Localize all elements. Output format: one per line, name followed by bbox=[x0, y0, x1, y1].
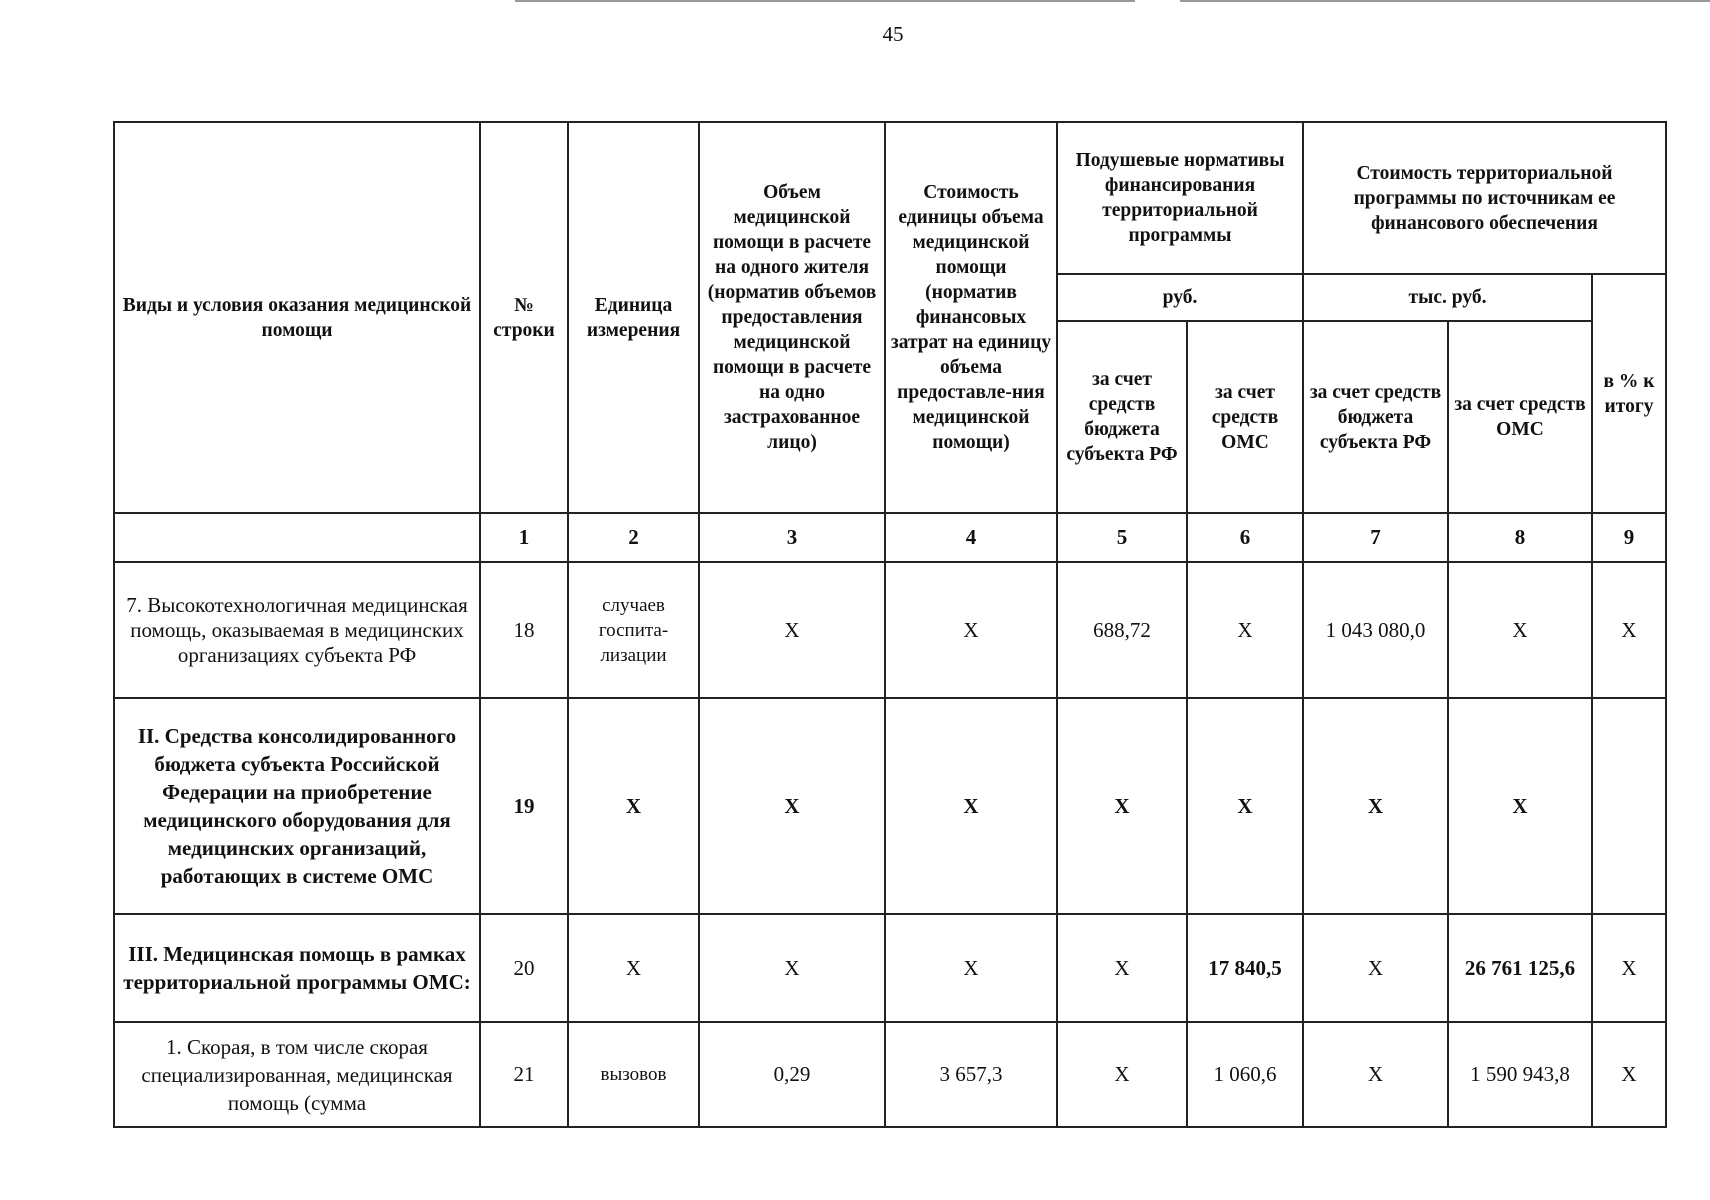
header-kind: Виды и условия оказания медицинской помощи bbox=[114, 122, 480, 513]
row-oms-thousand: 1 590 943,8 bbox=[1448, 1022, 1592, 1127]
row-budget-rub: Х bbox=[1057, 1022, 1187, 1127]
row-unit: случаев госпита-лизации bbox=[568, 562, 699, 698]
row-kind: 1. Скорая, в том числе скорая специализированная, медицинская помощь (сумма bbox=[114, 1022, 480, 1127]
column-number: 4 bbox=[885, 513, 1057, 562]
row-volume: Х bbox=[699, 698, 885, 914]
row-budget-thousand: Х bbox=[1303, 914, 1448, 1022]
column-number: 3 bbox=[699, 513, 885, 562]
column-number-row bbox=[114, 513, 1666, 562]
column-number-empty bbox=[114, 513, 480, 562]
table-row bbox=[114, 1022, 1666, 1127]
column-number: 9 bbox=[1592, 513, 1666, 562]
row-cost: Х bbox=[885, 562, 1057, 698]
row-oms-rub: 17 840,5 bbox=[1187, 914, 1303, 1022]
row-unit: Х bbox=[568, 698, 699, 914]
column-number: 6 bbox=[1187, 513, 1303, 562]
row-kind: 7. Высокотехнологичная медицинская помощь, оказываемая в медицинских организациях субъекта РФ bbox=[114, 562, 480, 698]
row-kind: III. Медицинская помощь в рамках территориальной программы ОМС: bbox=[114, 914, 480, 1022]
row-cost: Х bbox=[885, 698, 1057, 914]
header-percapita-group: Подушевые нормативы финансирования территориальной программы bbox=[1057, 122, 1303, 274]
row-number: 19 bbox=[480, 698, 568, 914]
page-top-rule-right bbox=[1180, 0, 1710, 2]
row-oms-rub: 1 060,6 bbox=[1187, 1022, 1303, 1127]
row-cost: Х bbox=[885, 914, 1057, 1022]
row-volume: 0,29 bbox=[699, 1022, 885, 1127]
row-percent: Х bbox=[1592, 914, 1666, 1022]
table-row bbox=[114, 914, 1666, 1022]
row-oms-rub: Х bbox=[1187, 562, 1303, 698]
row-percent bbox=[1592, 698, 1666, 914]
row-unit: Х bbox=[568, 914, 699, 1022]
header-oms-thousand: за счет средств ОМС bbox=[1448, 321, 1592, 513]
row-percent: Х bbox=[1592, 1022, 1666, 1127]
row-budget-rub: Х bbox=[1057, 698, 1187, 914]
row-budget-thousand: 1 043 080,0 bbox=[1303, 562, 1448, 698]
row-oms-thousand: Х bbox=[1448, 698, 1592, 914]
row-number: 18 bbox=[480, 562, 568, 698]
header-unit-rub: руб. bbox=[1057, 274, 1303, 321]
column-number: 8 bbox=[1448, 513, 1592, 562]
row-cost: 3 657,3 bbox=[885, 1022, 1057, 1127]
header-unit: Единица измерения bbox=[568, 122, 699, 513]
table-row bbox=[114, 698, 1666, 914]
row-budget-rub: 688,72 bbox=[1057, 562, 1187, 698]
column-number: 2 bbox=[568, 513, 699, 562]
row-number: 20 bbox=[480, 914, 568, 1022]
header-percent: в % к итогу bbox=[1592, 274, 1666, 513]
header-unit-thousand-rub: тыс. руб. bbox=[1303, 274, 1592, 321]
page-top-rule bbox=[515, 0, 1135, 2]
row-budget-rub: Х bbox=[1057, 914, 1187, 1022]
header-cost: Стоимость единицы объема медицинской помощи (норматив финансовых затрат на единицу объема предоставле-ния медицинской помощи) bbox=[885, 122, 1057, 513]
row-oms-thousand: 26 761 125,6 bbox=[1448, 914, 1592, 1022]
row-number: 21 bbox=[480, 1022, 568, 1127]
row-oms-rub: Х bbox=[1187, 698, 1303, 914]
header-row-no: № строки bbox=[480, 122, 568, 513]
header-budget-thousand: за счет средств бюджета субъекта РФ bbox=[1303, 321, 1448, 513]
row-kind: II. Средства консолидированного бюджета субъекта Российской Федерации на приобретение медицинского оборудования для медицинских организаций, работающих в системе ОМС bbox=[114, 698, 480, 914]
header-volume: Объем медицинской помощи в расчете на одного жителя (норматив объемов предоставления медицинской помощи в расчете на одно застрахованное лицо) bbox=[699, 122, 885, 513]
header-row-1 bbox=[114, 122, 1666, 274]
row-volume: Х bbox=[699, 562, 885, 698]
financing-table bbox=[113, 121, 1667, 1128]
row-unit: вызовов bbox=[568, 1022, 699, 1127]
header-program-cost-group: Стоимость территориальной программы по источникам ее финансового обеспечения bbox=[1303, 122, 1666, 274]
page-number: 45 bbox=[882, 22, 904, 46]
column-number: 7 bbox=[1303, 513, 1448, 562]
row-budget-thousand: Х bbox=[1303, 1022, 1448, 1127]
header-budget-rub: за счет средств бюджета субъекта РФ bbox=[1057, 321, 1187, 513]
column-number: 5 bbox=[1057, 513, 1187, 562]
row-oms-thousand: Х bbox=[1448, 562, 1592, 698]
row-volume: Х bbox=[699, 914, 885, 1022]
column-number: 1 bbox=[480, 513, 568, 562]
row-budget-thousand: Х bbox=[1303, 698, 1448, 914]
header-oms-rub: за счет средств ОМС bbox=[1187, 321, 1303, 513]
row-percent: Х bbox=[1592, 562, 1666, 698]
table-row bbox=[114, 562, 1666, 698]
